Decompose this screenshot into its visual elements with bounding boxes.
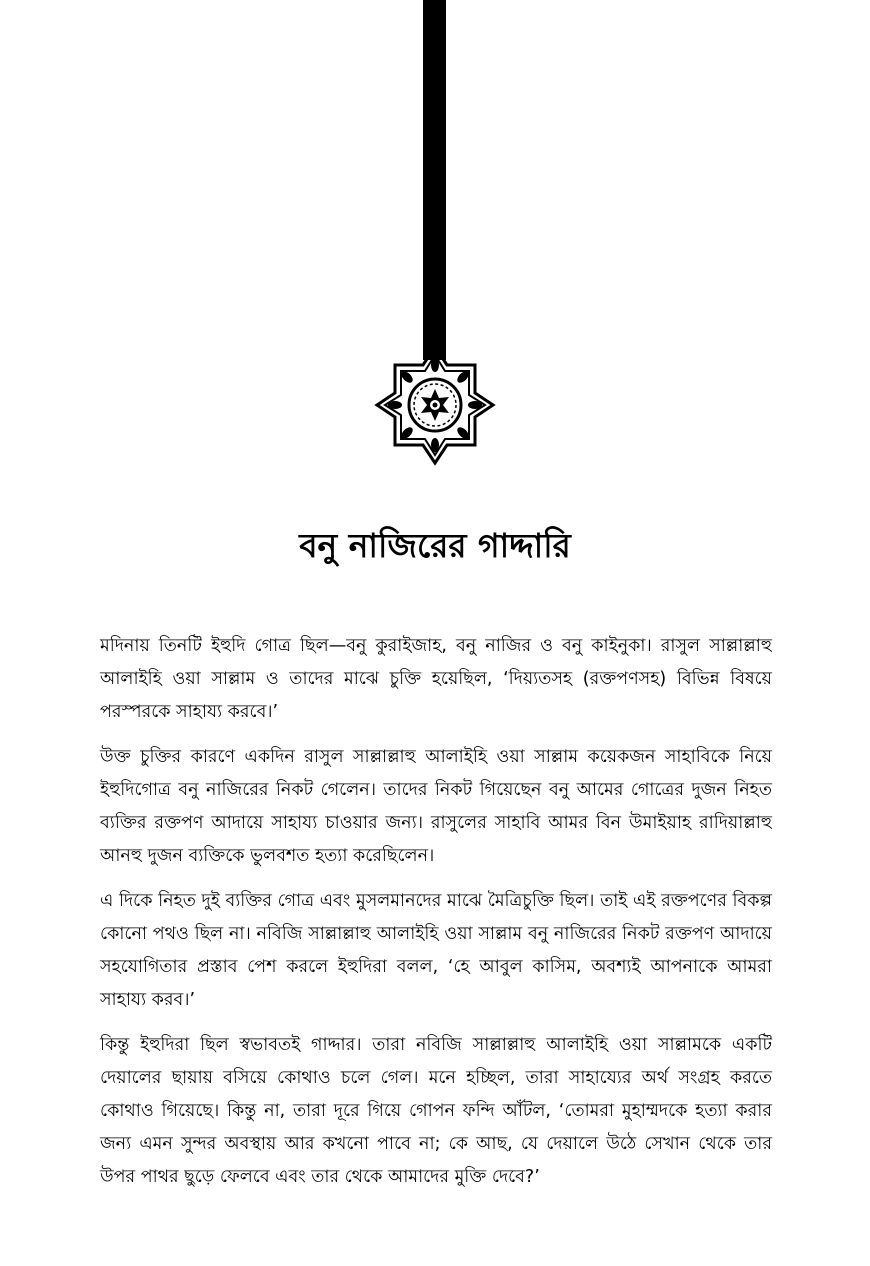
- paragraph-4: কিন্তু ইহুদিরা ছিল স্বভাবতই গাদ্দার। তারা নবিজি সাল্লাল্লাহু আলাইহি ওয়া সাল্লামকে একটি দেয়ালের ছায়ায় বসিয়ে কোথাও চলে গেল। মনে হচ্ছিল, তারা সাহায্যের অর্থ সংগ্রহ করতে কোথাও গিয়েছে। কিন্তু না, তারা দূরে গিয়ে গোপন ফন্দি আঁটল, ‘তোমরা মুহাম্মদকে হত্যা করার জন্য এমন সুন্দর অবস্থায় আর কখনো পাবে না; কে আছ, যে দেয়ালে উঠে সেখান থেকে তার উপর পাথর ছুড়ে ফেলবে এবং তার থেকে আমাদের মুক্তি দেবে?’: [100, 1035, 772, 1187]
- body-text: [100, 630, 772, 1206]
- paragraph-2: উক্ত চুক্তির কারণে একদিন রাসুল সাল্লাল্লাহু আলাইহি ওয়া সাল্লাম কয়েকজন সাহাবিকে নিয়ে ইহুদিগোত্র বনু নাজিরের নিকট গেলেন। তাদের নিকট গিয়েছেন বনু আমের গোত্রের দুজন নিহত ব্যক্তির রক্তপণ আদায়ে সাহায্য চাওয়ার জন্য। রাসুলের সাহাবি আমর বিন উমাইয়াহ রাদিয়াল্লাহু আনহু দুজন ব্যক্তিকে ভুলবশত হত্যা করেছিলেন।: [100, 747, 772, 866]
- page-title: বনু নাজিরের গাদ্দারি: [299, 526, 571, 565]
- paragraph-1: মদিনায় তিনটি ইহুদি গোত্র ছিল—বনু কুরাইজাহ, বনু নাজির ও বনু কাইনুকা। রাসুল সাল্লাল্লাহু আলাইহি ওয়া সাল্লাম ও তাদের মাঝে চুক্তি হয়েছিল, ‘দিয়্যতসহ (রক্তপণসহ) বিভিন্ন বিষয়ে পরস্পরকে সাহায্য করবে।’: [100, 636, 772, 722]
- paragraph-3: এ দিকে নিহত দুই ব্যক্তির গোত্র এবং মুসলমানদের মাঝে মৈত্রিচুক্তি ছিল। তাই এই রক্তপণের বিকল্প কোনো পথও ছিল না। নবিজি সাল্লাল্লাহু আলাইহি ওয়া সাল্লাম বনু নাজিরের নিকট রক্তপণ আদায়ে সহযোগিতার প্রস্তাব পেশ করলে ইহুদিরা বলল, ‘হে আবুল কাসিম, অবশ্যই আপনাকে আমরা সাহায্য করব।’: [100, 891, 772, 1010]
- decorative-vertical-bar: [423, 0, 446, 360]
- mandala-ornament-icon: [371, 343, 499, 467]
